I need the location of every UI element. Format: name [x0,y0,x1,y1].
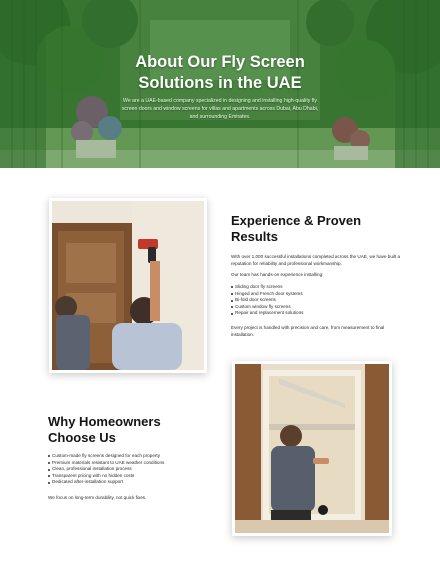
list-item: Premium materials resistant to UAE weather conditions [48,460,198,467]
why-closing: We focus on long-term durability, not quick fixes. [48,494,147,500]
list-item: Dedicated after-installation support [48,479,198,486]
why-heading-line2: Choose Us [48,430,116,445]
experience-heading-line1: Experience & Proven [231,213,362,228]
experience-section [231,213,401,338]
hero-title-line1: About Our Fly Screen [135,53,305,71]
list-item: Transparent pricing with no hidden costs [48,473,198,480]
experience-intro: With over 1,000 successful installations completed across the UAE, we have built a reputation for reliability and professional workmanship. [231,254,401,266]
why-heading [48,414,198,446]
why-list [48,453,198,486]
hero-title [0,52,440,94]
list-item: Hinged and French door systems [231,291,401,298]
experience-heading-line2: Results [231,229,278,244]
hero-banner [0,0,440,168]
list-item: Sliding door fly screens [231,284,401,291]
hero-title-line2: Solutions in the UAE [138,74,302,92]
list-item: Bi-fold door screens [231,297,401,304]
list-item: Custom-made fly screens designed for each property [48,453,198,460]
experience-team-line: Our team has hands-on experience installing: [231,272,324,277]
experience-closing: Every project is handled with precision and care, from measurement to final installation. [231,324,385,337]
installer-door-photo [49,198,207,373]
list-item: Clean, professional installation process [48,466,198,473]
why-choose-us-section [48,414,198,501]
experience-list [231,284,401,317]
list-item: Custom window fly screens [231,304,401,311]
list-item: Repair and replacement solutions [231,310,401,317]
experience-heading [231,213,401,245]
why-heading-line1: Why Homeowners [48,414,161,429]
installer-window-photo [232,361,392,536]
hero-subtitle: We are a UAE-based company specialized in designing and installing high-quality fly screen doors and window screens for villas and apartments across Dubai, Abu Dhabi, and surrounding Emirates. [121,98,319,120]
